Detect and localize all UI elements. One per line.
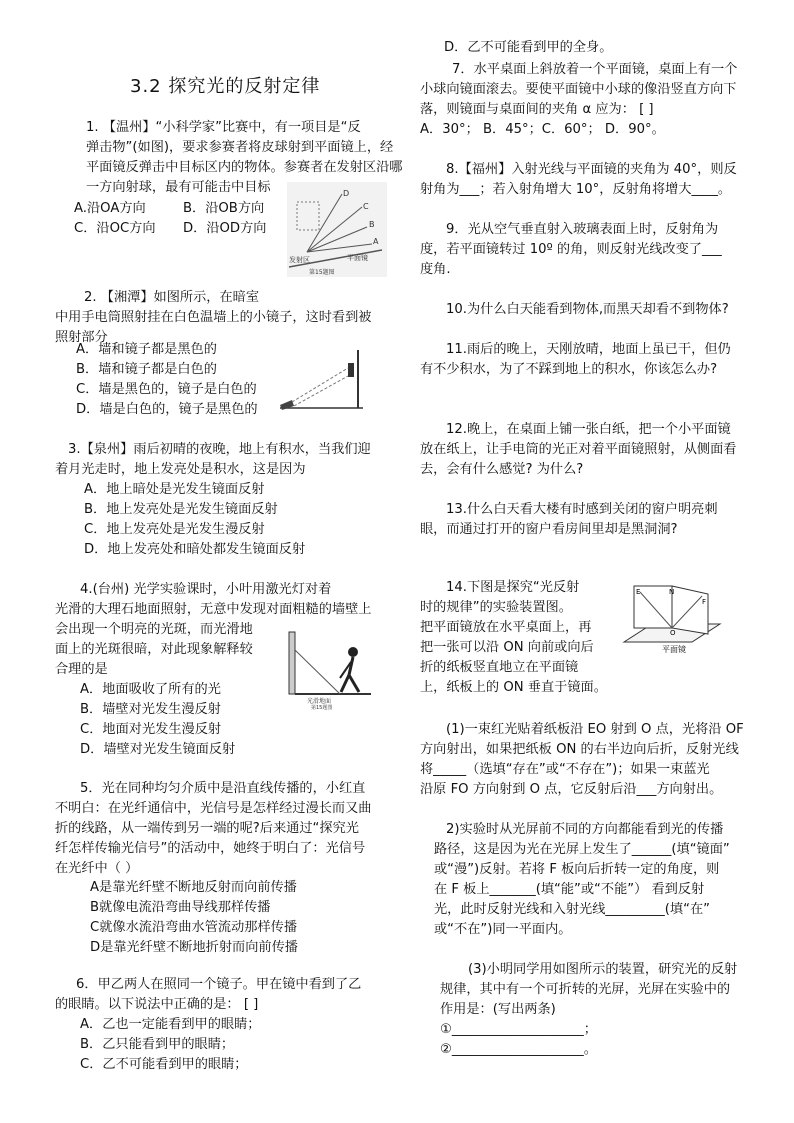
q5-text-line-4: 纤怎样传输光信号”的活动中，她终于明白了：光信号 — [55, 841, 366, 856]
q4-figure — [285, 630, 375, 710]
q5-options-line-4: D是靠光纤壁不断地折射而向前传播 — [90, 940, 298, 955]
q1-option-a: A.沿OA方向 — [74, 201, 146, 216]
q14-text-line-3: 把平面镜放在水平桌面上，再 — [420, 620, 592, 635]
light-beam-bottom — [294, 376, 348, 406]
q1-text-line-4: 一方向射球，最有可能击中目标 — [86, 180, 271, 195]
q14-part2-line-1: 2)实验时从光屏前不同的方向都能看到光的传播 — [446, 822, 724, 837]
small-mirror — [348, 363, 354, 377]
light-beam-top — [292, 368, 348, 402]
q3-options-line-4: D．地上发亮处和暗处都发生镜面反射 — [84, 542, 306, 557]
fig1-label-launch: 发射区 — [289, 256, 310, 264]
fig1-label-c: C — [363, 202, 369, 211]
q1-option-c: C．沿OC方向 — [74, 221, 156, 236]
q5-text-line-1: 5．光在同种均匀介质中是沿直线传播的，小红直 — [80, 781, 366, 796]
q5-options-line-3: C就像水流沿弯曲水管流动那样传播 — [90, 920, 298, 935]
wall-rough — [289, 632, 295, 694]
q9-text-line-1: 9．光从空气垂直射入玻璃表面上时，反射角为 — [446, 222, 719, 237]
q4-options-line-3: C．地面对光发生漫反射 — [80, 722, 222, 737]
q14-part1-line-1: (1)一束红光贴着纸板沿 EO 射到 O 点，光将沿 OF — [446, 722, 744, 737]
q6-text-line-1: 6．甲乙两人在照同一个镜子。甲在镜中看到了乙 — [76, 977, 362, 992]
q4-options-line-4: D．墙壁对光发生镜面反射 — [80, 742, 236, 757]
q3-text-line-2: 着月光走时，地上发亮处是积水，这是因为 — [55, 462, 306, 477]
q6-option-d: D．乙不可能看到甲的全身。 — [444, 40, 613, 55]
q14-text-line-2: 时的规律”的实验装置图。 — [420, 600, 572, 615]
q2-text-line-2: 中用手电筒照射挂在白色温墙上的小镜子，这时看到被 — [55, 310, 372, 325]
q13-text-line-1: 13.什么白天看大楼有时感到关闭的窗户明亮刺 — [446, 502, 718, 517]
q14-part3-line-5: ②____________________。 — [440, 1042, 597, 1057]
fig1-label-mirror: 平面镜 — [347, 254, 368, 262]
q4-text-line-3: 会出现一个明亮的光斑，而光滑地 — [55, 622, 253, 637]
q14-part2-line-4: 在 F 板上_______(填“能”或“不能”） 看到反射 — [434, 882, 705, 897]
fig4-label-floor: 光滑地面 — [307, 698, 332, 705]
q9-text-line-3: 度角. — [420, 262, 451, 277]
q14-part2-line-2: 路径，这是因为光在光屏上发生了______(填“镜面” — [434, 842, 730, 857]
q1-text-line-3: 平面镜反弹击中目标区内的物体。参赛者在发射区沿哪 — [86, 160, 403, 175]
q5-options-line-2: B就像电流沿弯曲导线那样传播 — [90, 900, 271, 915]
q3-options-line-3: C．地上发亮处是光发生漫反射 — [84, 522, 265, 537]
q14-part2-line-5: 光，此时反射光线和入射光线_________(填“在” — [434, 902, 710, 917]
fig14-label-mirror: 平面镜 — [662, 645, 686, 654]
q2-figure — [278, 348, 368, 418]
q12-text-line-3: 去，会有什么感觉? 为什么? — [420, 462, 584, 477]
q3-options-line-2: B．地上发亮处是光发生镜面反射 — [84, 502, 278, 517]
q14-part1-line-2: 方向射出，如果把纸板 ON 的右半边向后折，反射光线 — [420, 742, 739, 757]
q6-options-line-3: C．乙不可能看到甲的眼睛； — [80, 1057, 248, 1072]
q2-text-line-3: 照射部分 — [55, 330, 108, 345]
fig14-label-f: F — [702, 598, 707, 606]
q14-text-line-5: 折的纸板竖直地立在平面镜 — [420, 660, 579, 675]
fig14-label-n: N — [669, 588, 675, 596]
q4-options-line-2: B．墙壁对光发生漫反射 — [80, 702, 221, 717]
q8-text-line-2: 射角为___；若入射角增大 10°，反射角将增大____。 — [420, 182, 732, 197]
q14-part1-line-4: 沿原 FO 方向射到 O 点，它反射后沿___方向射出。 — [420, 782, 723, 797]
fig1-label-d: D — [343, 189, 350, 198]
q13-text-line-2: 眼，而通过打开的窗户看房间里却是黑洞洞? — [420, 522, 678, 537]
q5-text-line-5: 在光纤中（ ） — [55, 861, 139, 876]
fig14-label-e: E — [636, 588, 641, 596]
fig14-label-o: O — [670, 629, 676, 637]
fig1-caption: 第15题图 — [309, 269, 335, 276]
page-title: 3.2 探究光的反射定律 — [130, 76, 321, 97]
q4-text-line-2: 光滑的大理石地面照射，无意中发现对面粗糙的墙壁上 — [55, 602, 372, 617]
person-leg-right — [349, 675, 359, 692]
board-f — [672, 586, 708, 634]
q12-text-line-1: 12.晚上，在桌面上铺一张白纸，把一个小平面镜 — [446, 422, 731, 437]
q1-figure — [287, 182, 387, 277]
q14-text-line-1: 14.下图是探究“光反射 — [446, 580, 580, 595]
fig1-label-b: B — [369, 220, 375, 229]
q14-part3-line-4: ①____________________； — [440, 1022, 597, 1037]
q9-text-line-2: 度，若平面镜转过 10º 的角，则反射光线改变了___ — [420, 242, 722, 257]
q6-text-line-2: 的眼睛。以下说法中正确的是： [ ] — [55, 997, 259, 1012]
q12-text-line-2: 放在纸上，让手电筒的光正对着平面镜照射，从侧面看 — [420, 442, 737, 457]
q14-text-line-6: 上，纸板上的 ON 垂直于镜面。 — [420, 680, 607, 695]
q4-options-line-1: A．地面吸收了所有的光 — [80, 682, 221, 697]
q14-part1-line-3: 将_____（选填“存在”或“不存在”)；如果一束蓝光 — [420, 762, 710, 777]
q2-options-line-1: A．墙和镜子都是黑色的 — [76, 342, 217, 357]
q7-text-line-2: 小球向镜面滚去。要使平面镜中小球的像沿竖直方向下 — [420, 82, 737, 97]
q4-text-line-4: 面上的光斑很暗，对此现象解释较 — [55, 642, 253, 657]
q8-text-line-1: 8.【福州】入射光线与平面镜的夹角为 40°，则反 — [446, 162, 737, 177]
person-head — [348, 647, 358, 657]
q1-option-b: B．沿OB方向 — [183, 201, 265, 216]
q6-options-line-2: B．乙只能看到甲的眼睛； — [80, 1037, 235, 1052]
person-leg-left — [341, 675, 349, 692]
q3-text-line-1: 3.【泉州】雨后初晴的夜晚，地上有积水，当我们迎 — [68, 442, 371, 457]
q4-text-line-5: 合理的是 — [55, 662, 108, 677]
q1-option-d: D．沿OD方向 — [183, 221, 267, 236]
q14-part3-line-2: 规律，其中有一个可折转的光屏，光屏在实验中的 — [440, 982, 731, 997]
fig1-label-a: A — [373, 237, 379, 246]
q14-part2-line-6: 或“不在”)同一平面内。 — [434, 922, 572, 937]
q14-figure — [622, 582, 722, 662]
q14-part3-line-1: (3)小明同学用如图所示的装置，研究光的反射 — [468, 962, 738, 977]
q10-text: 10.为什么白天能看到物体,而黑天却看不到物体? — [446, 302, 729, 317]
q2-options-line-4: D．墙是白色的，镜子是黑色的 — [76, 402, 258, 417]
q14-text-line-4: 把一张可以沿 ON 向前或向后 — [420, 640, 594, 655]
q7-text-line-1: 7．水平桌面上斜放着一个平面镜，桌面上有一个 — [452, 62, 738, 77]
q11-text-line-2: 有不少积水，为了不踩到地上的积水，你该怎么办? — [420, 362, 718, 377]
q7-text-line-4: A．30°； B．45°；C．60°； D．90°。 — [420, 122, 665, 137]
q5-options-line-1: A是靠光纤壁不断地反射而向前传播 — [90, 880, 297, 895]
q7-text-line-3: 落，则镜面与桌面间的夹角 α 应为： [ ] — [420, 102, 654, 117]
q14-part3-line-3: 作用是：(写出两条) — [440, 1002, 556, 1017]
q5-text-line-3: 折的线路，从一端传到另一端的呢?后来通过“探究光 — [55, 821, 359, 836]
q14-part2-line-3: 或“漫”)反射。若将 F 板向后折转一定的角度，则 — [434, 862, 720, 877]
person-body — [349, 657, 353, 675]
q3-options-line-1: A．地上暗处是光发生镜面反射 — [84, 482, 265, 497]
q2-options-line-2: B．墙和镜子都是白色的 — [76, 362, 217, 377]
q4-text-line-1: 4.(台州) 光学实验课时，小叶用激光灯对着 — [80, 582, 332, 597]
q2-text-line-1: 2. 【湘潭】如图所示，在暗室 — [84, 290, 260, 305]
q2-options-line-3: C．墙是黑色的，镜子是白色的 — [76, 382, 257, 397]
q5-text-line-2: 不明白：在光纤通信中，光信号是怎样经过漫长而又曲 — [55, 801, 372, 816]
q6-options-line-1: A．乙也一定能看到甲的眼睛； — [80, 1017, 261, 1032]
q1-text-line-2: 弹击物”(如图)，要求参赛者将皮球射到平面镜上，经 — [86, 140, 394, 155]
q1-text-line-1: 1. 【温州】“小科学家”比赛中，有一项目是“反 — [86, 120, 361, 135]
q11-text-line-1: 11.雨后的晚上，天刚放晴，地面上虽已干，但仍 — [446, 342, 731, 357]
fig4-caption: 第15题图 — [311, 705, 333, 710]
laser-ray — [295, 650, 340, 694]
